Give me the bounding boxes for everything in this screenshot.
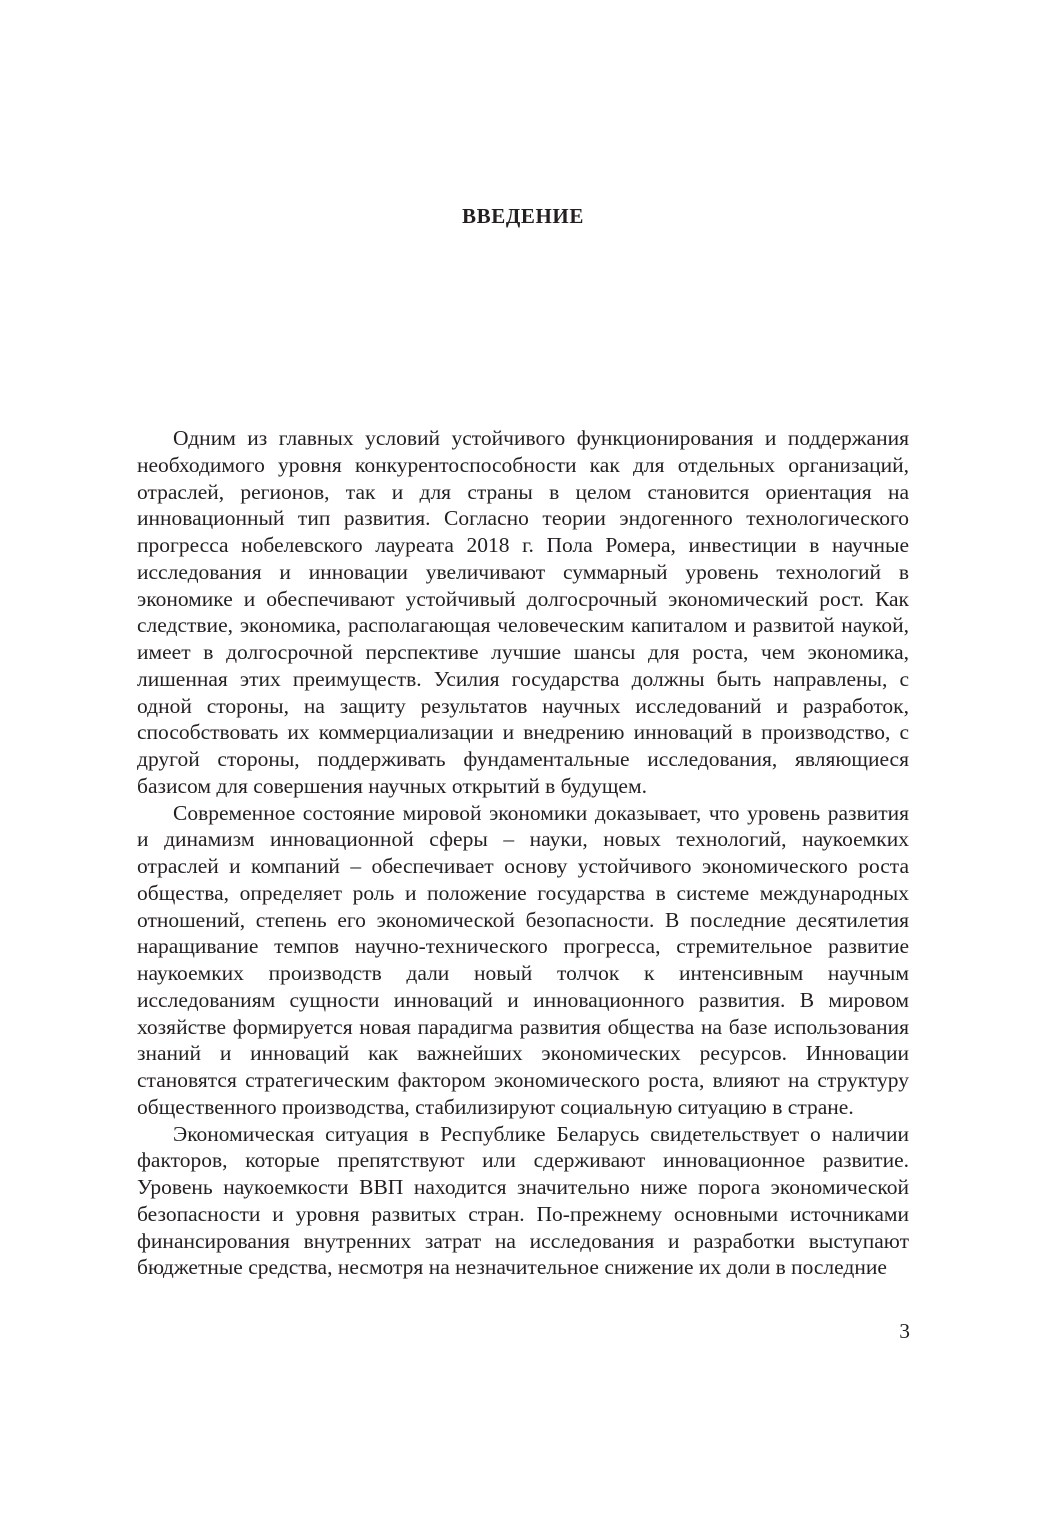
page-number: 3 (899, 1319, 910, 1343)
body-text (137, 425, 909, 1281)
chapter-heading: ВВЕДЕНИЕ (462, 204, 584, 228)
paragraph-2: Современное состояние мировой экономики доказывает, что уровень развития и динамизм инновационной сферы – науки, новых технологий, наукоемких отраслей и компаний – обеспечивает основу устойчивого экономического роста общества, определяет роль и положение государства в системе международных отношений, степень его экономической безопасности. В последние десятилетия наращивание темпов научно-технического прогресса, стремительное развитие наукоемких производств дали новый толчок к интенсивным научным исследованиям сущности инноваций и инновационного развития. В мировом хозяйстве формируется новая парадигма развития общества на базе использования знаний и инноваций как важнейших экономических ресурсов. Инновации становятся стратегическим фактором экономического роста, влияют на структуру общественного производства, стабилизируют социальную ситуацию в стране. (137, 800, 909, 1119)
paragraph-1: Одним из главных условий устойчивого функционирования и поддержания необходимого уровня конкурентоспособности как для отдельных организаций, отраслей, регионов, так и для страны в целом становится ориентация на инновационный тип развития. Согласно теории эндогенного технологического прогресса нобелевского лауреата 2018 г. Пола Ромера, инвестиции в научные исследования и инновации увеличивают суммарный уровень технологий в экономике и обеспечивают устойчивый долгосрочный экономический рост. Как следствие, экономика, располагающая человеческим капиталом и развитой наукой, имеет в долгосрочной перспективе лучшие шансы для роста, чем экономика, лишенная этих преимуществ. Усилия государства должны быть направлены, с одной стороны, на защиту результатов научных исследований и разработок, способствовать их коммерциализации и внедрению инноваций в производство, с другой стороны, поддерживать фундаментальные исследования, являющиеся базисом для совершения научных открытий в будущем. (137, 426, 909, 798)
paragraph-3: Экономическая ситуация в Республике Беларусь свидетельствует о наличии факторов, которые препятствуют или сдерживают инновационное развитие. Уровень наукоемкости ВВП находится значительно ниже порога экономической безопасности и уровня развитых стран. По-прежнему основными источниками финансирования внутренних затрат на исследования и разработки выступают бюджетные средства, несмотря на незначительное снижение их доли в последние (137, 1121, 909, 1280)
